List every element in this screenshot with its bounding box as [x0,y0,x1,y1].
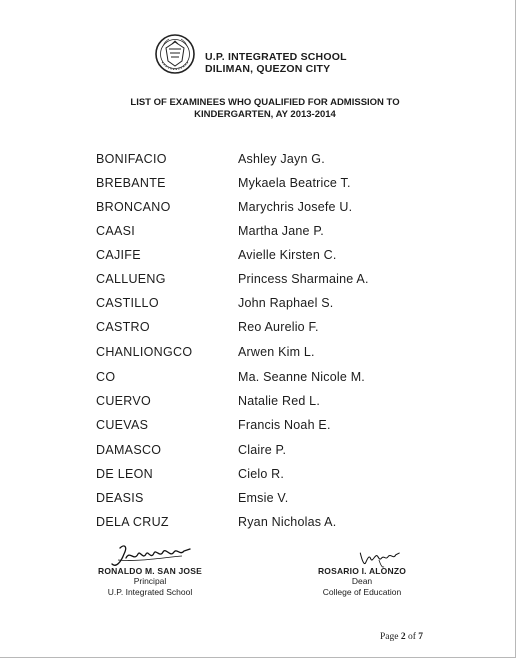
examinee-surname: CAJIFE [96,248,141,262]
examinee-surname: CAASI [96,224,136,238]
examinee-row [0,345,516,365]
dean-name: ROSARIO I. ALONZO [317,566,407,576]
examinee-row [0,224,516,244]
examinee-row [0,467,516,487]
examinee-given-name: Marychris Josefe U. [238,200,353,214]
examinee-given-name: Claire P. [238,443,287,457]
examinee-row [0,296,516,316]
examinee-given-name: Ma. Seanne Nicole M. [238,370,365,384]
examinee-surname: DAMASCO [96,443,162,457]
examinee-row [0,491,516,511]
dean-title: Dean [351,576,373,586]
school-name: U.P. INTEGRATED SCHOOL [205,51,347,63]
page-number [380,632,423,642]
examinee-given-name: Francis Noah E. [238,418,331,432]
examinee-given-name: Avielle Kirsten C. [238,248,337,262]
examinee-given-name: Emsie V. [238,491,289,505]
examinee-given-name: Reo Aurelio F. [238,320,319,334]
examinee-surname: BREBANTE [96,176,166,190]
examinee-surname: CO [96,370,116,384]
dean-signature-block [282,548,442,598]
examinee-given-name: Arwen Kim L. [238,345,315,359]
examinee-given-name: John Raphael S. [238,296,334,310]
examinee-given-name: Ashley Jayn G. [238,152,325,166]
examinee-surname: CUEVAS [96,418,149,432]
principal-signature-block [70,540,230,598]
examinee-surname: CUERVO [96,394,152,408]
examinee-row [0,248,516,268]
examinee-row [0,394,516,414]
page-total: 7 [418,632,424,642]
principal-name: RONALDO M. SAN JOSE [98,566,202,576]
examinee-row [0,176,516,196]
dean-office: College of Education [322,587,402,597]
examinee-given-name: Natalie Red L. [238,394,321,408]
examinee-given-name: Martha Jane P. [238,224,324,238]
page-word: Page [380,632,399,642]
document-title-line-1: LIST OF EXAMINEES WHO QUALIFIED FOR ADMISSION TO [130,97,400,108]
examinee-row [0,370,516,390]
examinee-surname: CALLUENG [96,272,166,286]
school-location: DILIMAN, QUEZON CITY [205,63,331,75]
principal-title: Principal [133,576,167,586]
examinee-surname: DELA CRUZ [96,515,169,529]
examinee-surname: DE LEON [96,467,153,481]
page-current: 2 [400,632,406,642]
examinee-given-name: Cielo R. [238,467,285,481]
examinee-given-name: Mykaela Beatrice T. [238,176,351,190]
examinee-surname: DEASIS [96,491,144,505]
examinee-surname: CASTRO [96,320,150,334]
document-title-line-2: KINDERGARTEN, AY 2013-2014 [194,109,336,120]
examinee-row [0,418,516,438]
examinee-row [0,515,516,535]
examinee-row [0,152,516,172]
page-of: of [407,632,416,642]
examinee-row [0,320,516,340]
examinee-surname: CHANLIONGCO [96,345,193,359]
examinee-surname: CASTILLO [96,296,159,310]
principal-office: U.P. Integrated School [107,587,193,597]
examinee-given-name: Princess Sharmaine A. [238,272,369,286]
examinee-row [0,200,516,220]
examinee-row [0,272,516,292]
examinee-row [0,443,516,463]
examinee-surname: BRONCANO [96,200,171,214]
examinee-surname: BONIFACIO [96,152,167,166]
examinee-given-name: Ryan Nicholas A. [238,515,337,529]
